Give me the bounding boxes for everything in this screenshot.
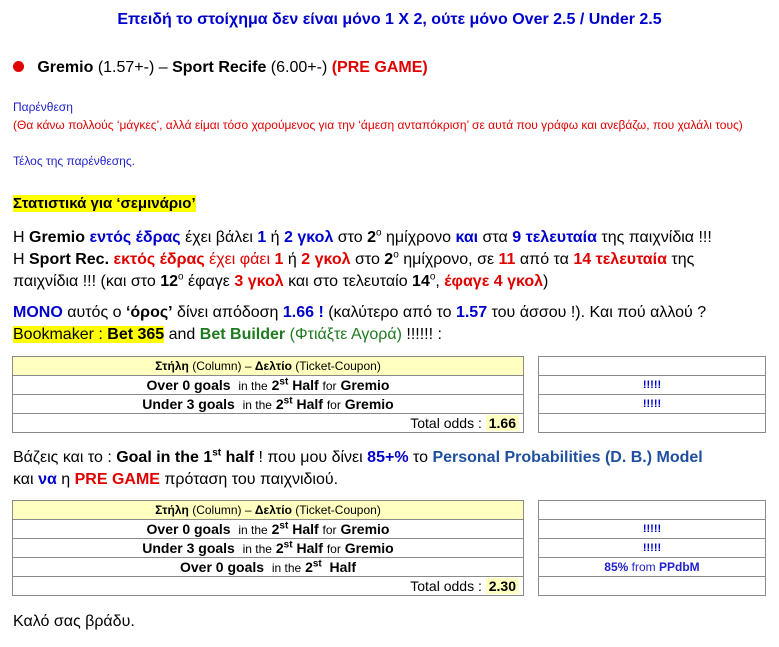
bet-builder: Bet Builder (199, 326, 286, 343)
away-odds: (6.00+-) (270, 59, 328, 76)
ticket-table-1 (12, 356, 766, 433)
total-row: Total odds : 2.30 (13, 577, 766, 596)
stats-line-1: Η Gremio εντός έδρας έχει βάλει 1 ή 2 γκολ στο $2^o$ ημίχρονο και στα 9 τελευταία της παιχνίδια !!! (13, 227, 712, 246)
dash: – (158, 59, 168, 76)
note-close: Τέλος της παρένθεσης. (13, 154, 135, 168)
ticket-table-2 (12, 500, 766, 596)
bookmaker-name: Bet 365 (107, 326, 165, 343)
bookmaker-label: Bookmaker : (13, 326, 108, 343)
note-body: (Θα κάνω πολλούς ‘μάγκες’, αλλά είμαι τόσο χαρούμενος για την ‘άμεση ανταπόκριση’ σε αυτά που γράφω και ανεβάζω, που χαλάλι τους) (13, 118, 743, 132)
ppdbm-cell: 85% from PPdbM (539, 558, 766, 577)
stats-line-2: Η Sport Rec. εκτός έδρας έχει φάει 1 ή 2 γκολ στο $2^o$ ημίχρονο, σε 11 από τα 14 τελευταία της (13, 249, 695, 268)
table-row: Over 0 goals in the 2st Half 85% from PPdbM (13, 558, 766, 577)
mark-cell: !!!!! (539, 520, 766, 539)
bookmaker-line: Bookmaker : Bet 365 and Bet Builder (Φτιάξτε Αγορά) !!!!!! : (13, 326, 442, 343)
match-status: (PRE GAME) (331, 59, 428, 76)
total-row: Total odds : 1.66 (13, 414, 766, 433)
mid-line-1: Βάζεις και το : Goal in the 1st half ! που μου δίνει 85+% το Personal Probabilities (D. B.) Model (13, 447, 703, 466)
table-row: Under 3 goals in the 2st Half for Gremio !!!!! (13, 539, 766, 558)
only-line: ΜΟΝΟ αυτός ο ‘όρος’ δίνει απόδοση 1.66 ! (καλύτερο από το 1.57 του άσσου !). Και πού αλλού ? (13, 304, 707, 321)
ticket-header: Στήλη (Column) – Δελτίο (Ticket-Coupon) (13, 357, 524, 376)
mark-cell: !!!!! (539, 376, 766, 395)
closing-text: Καλό σας βράδυ. (13, 613, 135, 630)
total-odds: 1.66 (486, 415, 519, 431)
mark-cell: !!!!! (539, 395, 766, 414)
table-row: Over 0 goals in the 2st Half for Gremio !!!!! (13, 376, 766, 395)
stats-heading: Στατιστικά για ‘σεμινάριο’ (13, 195, 196, 212)
table-row: Under 3 goals in the 2st Half for Gremio !!!!! (13, 395, 766, 414)
away-team: Sport Recife (172, 59, 267, 76)
mark-cell: !!!!! (539, 539, 766, 558)
home-team: Gremio (37, 59, 94, 76)
match-line (13, 57, 428, 79)
home-odds: (1.57+-) (97, 59, 155, 76)
red-bullet-icon (13, 61, 24, 72)
stats-line-3: παιχνίδια !!! (και στο $12^o$ έφαγε 3 γκολ και στο τελευταίο $14^o$, έφαγε 4 γκολ) (13, 271, 549, 290)
ticket-header: Στήλη (Column) – Δελτίο (Ticket-Coupon) (13, 501, 524, 520)
note-open: Παρένθεση (13, 100, 73, 114)
total-odds: 2.30 (486, 578, 519, 594)
page-title: Επειδή το στοίχημα δεν είναι μόνο 1 Χ 2, ούτε μόνο Over 2.5 / Under 2.5 (117, 11, 662, 28)
mid-line-2: και να η PRE GAME πρόταση του παιχνιδιού. (13, 471, 339, 488)
table-row: Over 0 goals in the 2st Half for Gremio !!!!! (13, 520, 766, 539)
